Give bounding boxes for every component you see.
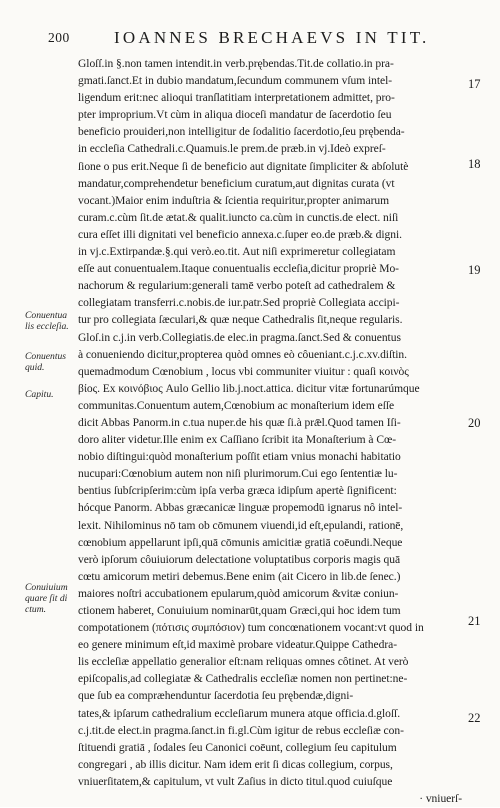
page-number: 200	[48, 30, 70, 45]
sidenote-conuiuium: Conuiuium quare ſit di ctum.	[25, 582, 68, 615]
text-line: lis eccleſiæ appellatio generalior eſt:nam reliquas omnes côtinet. At verò	[78, 656, 409, 669]
text-line: Gloſſ.in §.non tamen intendit.in verb.prębendas.Tit.de collatio.in pra-	[78, 58, 394, 70]
text-line: Gloſ.in c.j.in verb.Collegiatis.de elec.in pragma.ſanct.Sed & conuentus	[78, 331, 401, 344]
text-line: bentius ſubſcripſerim:cùm ipſa verba græca idipſum apertè ſignificent:	[78, 485, 397, 498]
text-line: doro aliter videtur.Ille enim ex Caſſiano ſcribit ita Monaſterium à Cœ-	[78, 434, 397, 447]
text-line: vniuerſitatem,& capitulum, vt vult Zaſius in dicto titul.quod cuiuſque	[78, 775, 393, 788]
text-line: collegiatam transferri.c.nobis.de iur.patr.Sed propriè Collegiata accipi-	[78, 297, 400, 310]
text-line: hócque Panorm. Abbas græcanicæ linguæ propemodū ignarus nô intel-	[78, 502, 403, 515]
text-line: que ſub ea compræhenduntur ſacerdotia ſeu prębendæ,digni-	[78, 690, 354, 703]
text-line: ligendum erit:nec alioqui tranſlatitiam interpretationem admittet, pro-	[78, 92, 395, 105]
text-line: nobio diſtingui:quòd monaſterium poſſit etiam vnius monachi habitatio	[78, 451, 401, 464]
sidenote-capitu: Capitu.	[25, 389, 54, 400]
text-line: eſſe aut conuentualem.Itaque conuentualis eccleſia,dicitur propriè Mo-	[78, 263, 399, 276]
main-text-block	[78, 56, 462, 808]
text-line: · vniuerſ-	[419, 793, 462, 806]
text-line: mandatur,comprehendetur beneficium curatum,aut dignitas curata (vt	[78, 177, 395, 190]
text-line: compotationem (πότισις συμπόσιον) tum concœnationem vocant:vt quod in	[78, 622, 424, 635]
text-line: curam.c.cùm ſit.de ætat.& qualit.iuncto ca.cùm in cunctis.de elect. niſi	[78, 211, 399, 224]
text-line: vocant.)Maior enim induſtria & ſcientia requiritur,propter animarum	[78, 194, 390, 207]
text-line: nachorum & regularium:generali tamē verbo poteſt ad cathedralem &	[78, 280, 396, 293]
text-line: quemadmodum Cœnobium , locus vbi communiter viuitur : quaſi κοινὸς	[78, 365, 409, 378]
section-number: 22	[468, 711, 481, 725]
text-line: eo genere minimum eſt,id maximè probare videatur.Quippe Cathedra-	[78, 639, 397, 652]
text-line: congregari , ab illis dicitur. Nam idem erit ſi dicas collegium, corpus,	[78, 758, 393, 771]
text-line: tates,& ipſarum cathedralium eccleſiarum munera atque officia.d.gloſſ.	[78, 707, 401, 720]
text-line: ctionem haberet, Conuiuium nominarūt,quam Græci,qui hoc idem tum	[78, 605, 401, 617]
text-line: dicit Abbas Panorm.in c.tua nuper.de his quæ ſi.à prǣl.Quod tamen Iſi-	[78, 416, 401, 429]
page-header	[44, 30, 444, 50]
sidenote-conuentus-quid: Conuentus quid.	[25, 351, 67, 373]
text-line: cœtu amicorum metiri debemus.Bene enim (ait Cicero in lib.de ſenec.)	[78, 570, 401, 583]
text-line: lexit. Nihilominus nō tam ob cōmunem viuendi,id eſt,epulandi, rationē,	[78, 519, 404, 532]
sidenote-conuentua: Conuentua lis eccleſia.	[25, 310, 69, 332]
text-line: beneficio prouideri,non intelligitur de ſodalitio ſacerdotio,ſeu prębenda-	[78, 126, 405, 139]
section-number: 17	[468, 77, 481, 91]
text-line: epiſcopalis,ad collegiatæ & Cathedralis eccleſiæ nomen non pertinet:ne-	[78, 673, 408, 686]
section-number: 18	[468, 157, 481, 171]
text-line: in vj.c.Extirpandæ.§.qui verò.eo.tit. Aut niſi exprimeretur collegiatam	[78, 246, 396, 259]
text-line: gmati.ſanct.Et in dubio mandatum,ſecundum communem vſum intel-	[78, 75, 393, 88]
running-head: IOANNES BRECHAEVS IN TIT.	[114, 28, 430, 47]
text-line: ſtituendi gratiā , ſodales ſeu Canonici coēunt, collegium ſeu capitulum	[78, 741, 397, 754]
text-line: cœnobium appellarunt ipſi,quā cōmunis amicitiæ gratiā coēundi.Neque	[78, 536, 403, 549]
text-line: in eccleſia Cathedrali.c.Quamuis.le prem.de præb.in vj.Ideò expreſ-	[78, 143, 386, 156]
text-line: maiores noſtri accubationem epularum,quòd amicorum &vitæ coniun-	[78, 587, 399, 600]
text-line: pter improprium.Vt cùm in aliqua dioceſi mandatur de ſacerdotio ſeu	[78, 109, 392, 122]
text-line: communitas.Conuentum autem,Cœnobium ac monaſterium idem eſſe	[78, 399, 395, 412]
text-line: tur pro collegiata ſæculari,& quæ neque Cathedralis ſit,neque regularis.	[78, 314, 403, 327]
text-line: verò ipſorum côuiuiorum delectatione voluptatibus corporis magis quā	[78, 553, 401, 566]
section-number: 19	[468, 263, 481, 277]
text-line: c.j.tit.de elect.in pragma.ſanct.in fi.gl.Cùm igitur de rebus eccleſiæ con-	[78, 724, 404, 737]
text-line: nucupari:Cœnobium autem non niſi plurimorum.Cui ego ſententiæ lu-	[78, 468, 398, 481]
section-number: 20	[468, 416, 481, 430]
text-line: cura eſſet illi dignitati vel beneficio annexa.c.ſuper eo.de præb.& digni.	[78, 228, 402, 241]
text-line: βίος. Ex κοινόβιος Aulo Gellio lib.j.noct.attica. dicitur vitæ fortunarúmque	[78, 382, 420, 395]
section-number: 21	[468, 614, 481, 628]
text-line: ſione o pus erit.Neque ſi de beneficio aut dignitate ſimpliciter & abſolutè	[78, 160, 409, 173]
text-line: à conueniendo dicitur,propterea quòd omnes eò côueniant.c.j.c.xv.diſtin.	[78, 348, 407, 361]
